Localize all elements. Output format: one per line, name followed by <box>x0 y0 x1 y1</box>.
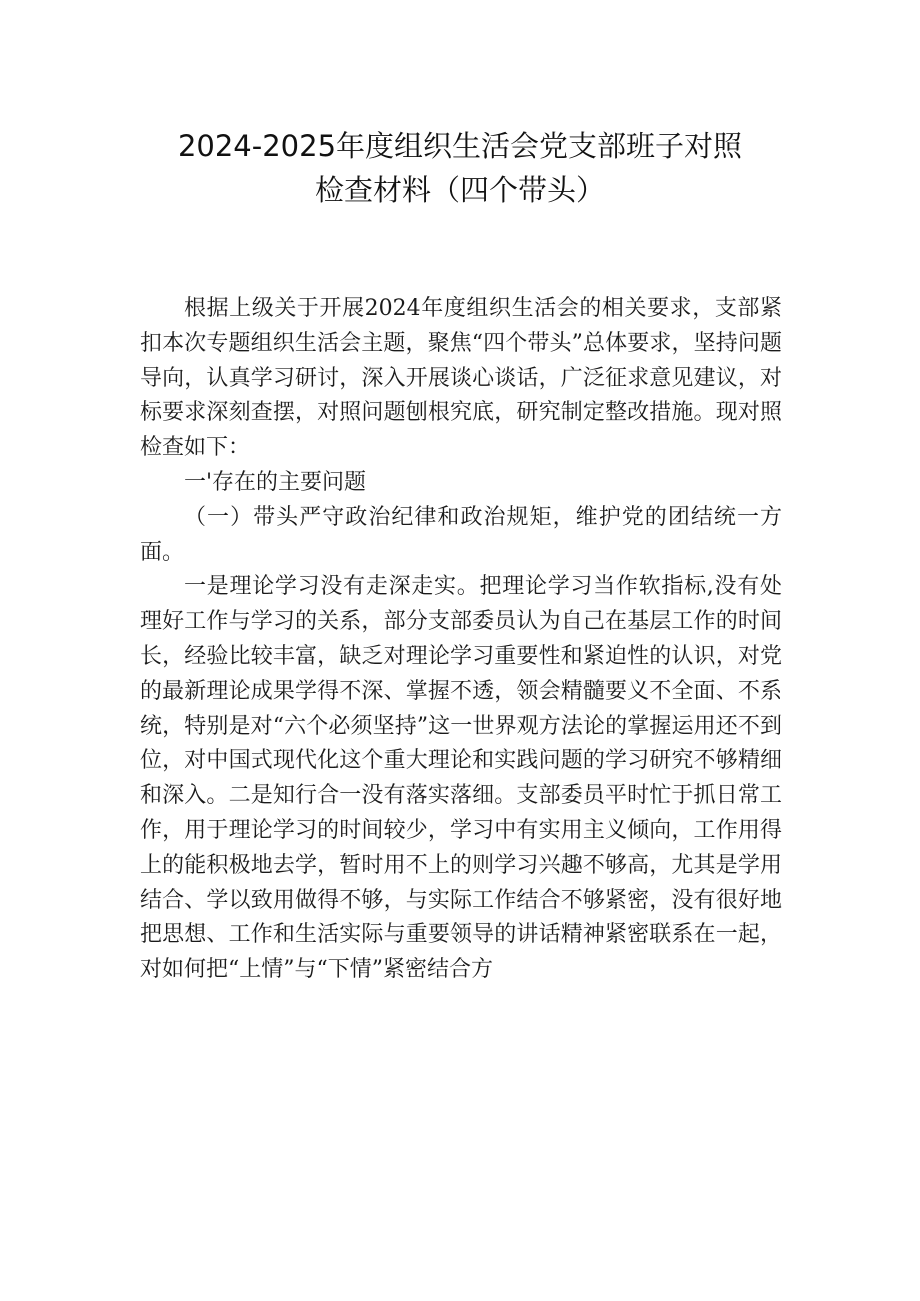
document-title-line-2: 检查材料（四个带头） <box>314 173 605 207</box>
body-paragraph: 一是理论学习没有走深走实。把理论学习当作软指标,没有处理好工作与学习的关系，部分支部委员认为自己在基层工作的时间长，经验比较丰富，缺乏对理论学习重要性和紧迫性的认识，对党的最新理论成果学得不深、掌握不透，领会精髓要义不全面、不系统，特别是对“六个必须坚持”这一世界观方法论的掌握运用还不到位，对中国式现代化这个重大理论和实践问题的学习研究不够精细和深入。二是知行合一没有落实落细。支部委员平时忙于抓日常工作，用于理论学习的时间较少，学习中有实用主义倾向，工作用得上的能积极地去学，暂时用不上的则学习兴趣不够高，尤其是学用结合、学以致用做得不够，与实际工作结合不够紧密，没有很好地把思想、工作和生活实际与重要领导的讲话精神紧密联系在一起，对如何把“上情”与“下情”紧密结合方 <box>140 574 782 983</box>
document-title-line-1: 2024-2025年度组织生活会党支部班子对照 <box>177 129 743 163</box>
intro-paragraph: 根据上级关于开展2024年度组织生活会的相关要求，支部紧扣本次专题组织生活会主题，聚焦“四个带头”总体要求，坚持问题导向，认真学习研讨，深入开展谈心谈话，广泛征求意见建议，对标要求深刻查摆，对照问题刨根究底，研究制定整改措施。现对照检查如下： <box>140 296 782 461</box>
subsection-heading: （一）带头严守政治纪律和政治规矩，维护党的团结统一方面。 <box>140 504 782 565</box>
section-heading: 一'存在的主要问题 <box>184 469 367 495</box>
document-body <box>140 292 782 988</box>
